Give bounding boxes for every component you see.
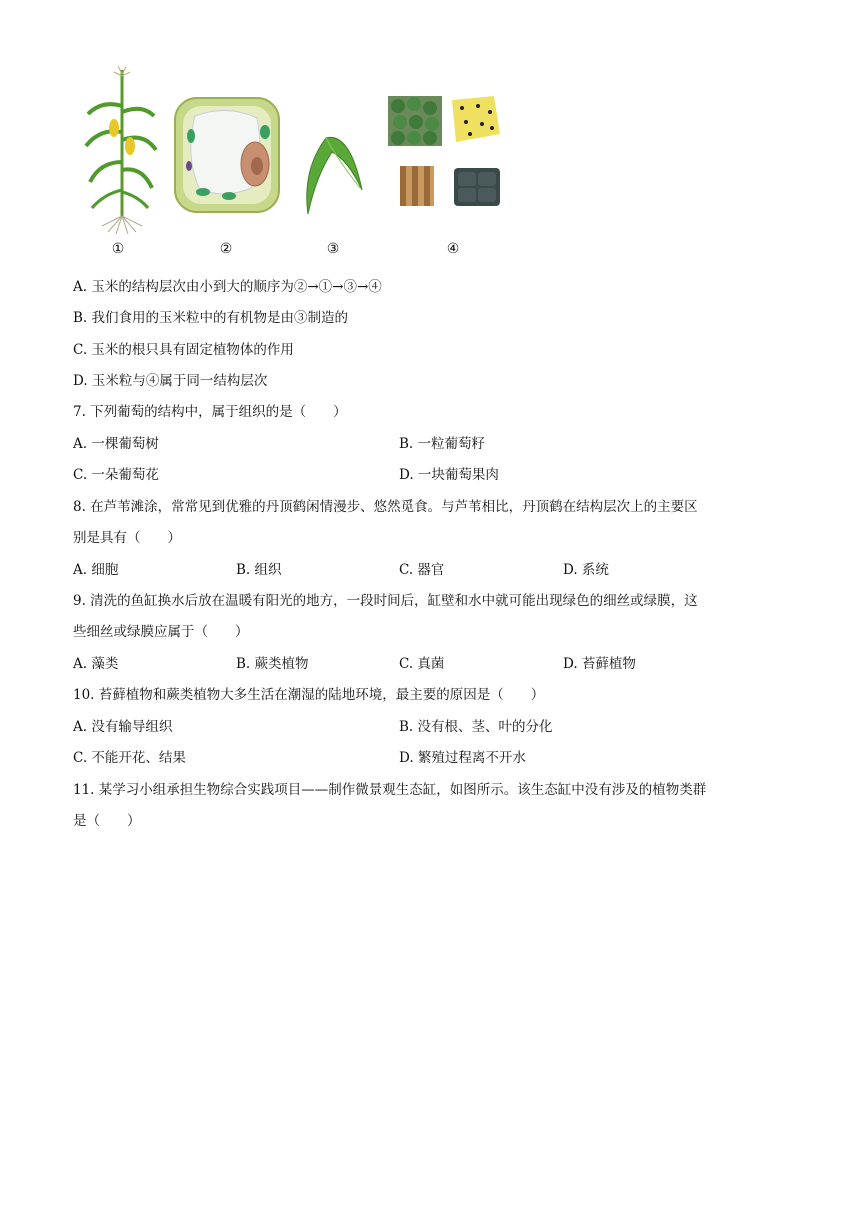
q9-option-b: B. 蕨类植物 <box>236 656 309 672</box>
q11-stem-line2: 是（ ） <box>73 813 141 829</box>
tissue-brown <box>400 166 434 206</box>
tissue-grey <box>454 168 500 206</box>
q9-option-c: C. 真菌 <box>399 656 445 672</box>
leaf-image <box>298 130 364 216</box>
q7-option-c: C. 一朵葡萄花 <box>73 467 159 483</box>
q8-option-c: C. 器官 <box>399 562 445 578</box>
figure-label-2: ② <box>219 241 233 257</box>
figure-corn-structure <box>70 60 510 265</box>
q10-option-a: A. 没有输导组织 <box>73 719 173 735</box>
q9-option-a: A. 藻类 <box>73 656 119 672</box>
q10-option-c: C. 不能开花、结果 <box>73 750 186 766</box>
q9-stem-line1: 9. 清洗的鱼缸换水后放在温暖有阳光的地方，一段时间后，缸壁和水中就可能出现绿色的细丝或绿膜，这 <box>73 593 698 609</box>
q6-option-a: A. 玉米的结构层次由小到大的顺序为②→①→③→④ <box>73 279 382 295</box>
q8-option-d: D. 系统 <box>563 562 609 578</box>
tissue-yellow <box>452 96 500 142</box>
q11-stem-line1: 11. 某学习小组承担生物综合实践项目——制作微景观生态缸，如图所示。该生态缸中没有涉及的植物类群 <box>73 782 707 798</box>
q7-option-a: A. 一棵葡萄树 <box>73 436 159 452</box>
plant-cell-image <box>173 96 281 214</box>
figure-label-3: ③ <box>326 241 340 257</box>
q8-stem-line1: 8. 在芦苇滩涂，常常见到优雅的丹顶鹤闲情漫步、悠然觅食。与芦苇相比，丹顶鹤在结构层次上的主要区 <box>73 499 698 515</box>
q8-option-a: A. 细胞 <box>73 562 119 578</box>
q10-option-d: D. 繁殖过程离不开水 <box>399 750 526 766</box>
q6-option-d: D. 玉米粒与④属于同一结构层次 <box>73 373 268 389</box>
q9-stem-line2: 些细丝或绿膜应属于（ ） <box>73 624 249 640</box>
q9-option-d: D. 苔藓植物 <box>563 656 636 672</box>
q8-stem-line2: 别是具有（ ） <box>73 530 181 546</box>
q10-stem: 10. 苔藓植物和蕨类植物大多生活在潮湿的陆地环境，最主要的原因是（ ） <box>73 687 545 703</box>
corn-plant-image <box>78 66 158 238</box>
q8-option-b: B. 组织 <box>236 562 282 578</box>
q7-option-b: B. 一粒葡萄籽 <box>399 436 486 452</box>
q7-stem: 7. 下列葡萄的结构中，属于组织的是（ ） <box>73 404 347 420</box>
figure-label-1: ① <box>111 241 125 257</box>
q6-option-c: C. 玉米的根只具有固定植物体的作用 <box>73 342 294 358</box>
q6-option-b: B. 我们食用的玉米粒中的有机物是由③制造的 <box>73 310 349 326</box>
q7-option-d: D. 一块葡萄果肉 <box>399 467 499 483</box>
figure-label-4: ④ <box>446 241 460 257</box>
tissues-image <box>386 94 504 212</box>
q10-option-b: B. 没有根、茎、叶的分化 <box>399 719 553 735</box>
tissue-green <box>388 96 442 146</box>
